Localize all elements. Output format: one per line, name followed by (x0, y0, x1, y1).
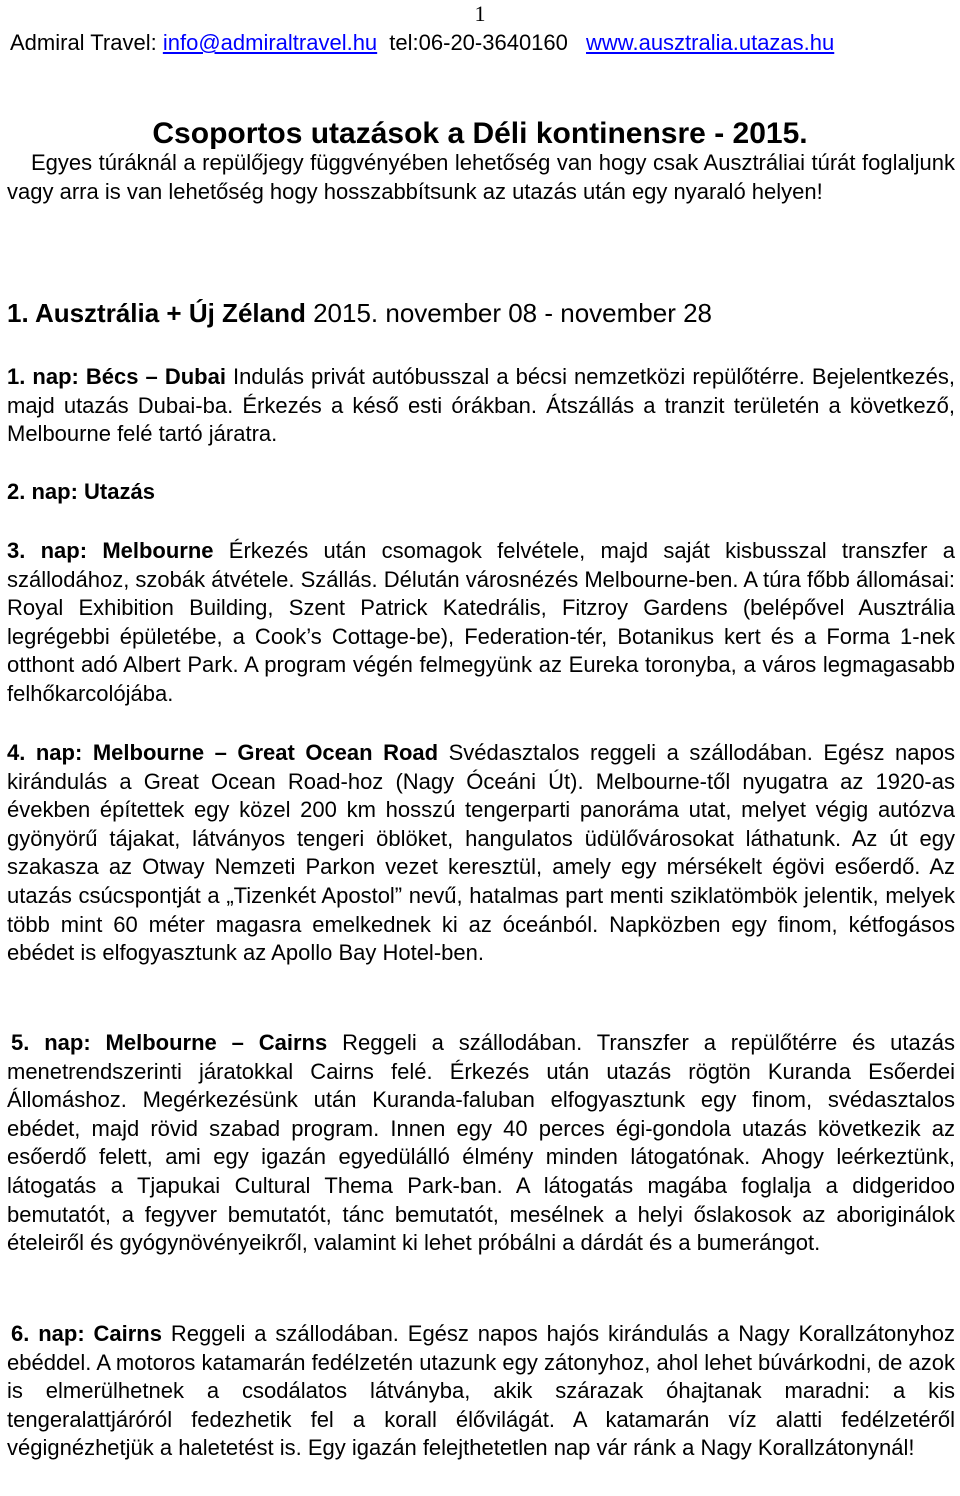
day-1-paragraph (7, 363, 955, 449)
day-heading: 4. nap: Melbourne – Great Ocean Road (7, 740, 439, 765)
day-heading: 6. nap: Cairns (11, 1321, 162, 1346)
intro-paragraph: Egyes túráknál a repülőjegy függvényében lehetőség van hogy csak Ausztráliai túrát foglaljunk vagy arra is van lehetőség hogy hosszabbítsunk az utazás után egy nyaraló helyen! (7, 150, 955, 204)
day-heading: 2. nap: Utazás (7, 479, 155, 504)
day-text: Reggeli a szállodában. Transzfer a repülőtérre és utazás menetrendszerinti járatokkal Cairns felé. Érkezés után utazás rögtön Kuranda Esőerdei Állomáshoz. Megérkezésünk után Kuranda-faluban elfogyasztunk egy finom, svédasztalos ebédet, majd rövid szabad program. Innen egy 40 perces égi-gondola utazás következik az esőerdő felett, ami egy igazán egyedülálló élmény minden látogatónak. Ahogy leérkeztünk, látogatás a Tjapukai Cultural Thema Park-ban. A látogatás magába foglalja a didgeridoo bemutatót, a fegyver bemutatót, tánc bemutatót, mesélnek a helyi őslakosok az aboriginálok ételeiről és gyógynövényeikről, valamint ki lehet próbálni a dárdát és a bumerángot. (7, 1030, 955, 1256)
document-title: Csoportos utazások a Déli kontinensre - 2015. (152, 117, 808, 150)
company-name: Admiral Travel: (10, 30, 157, 55)
day-text: Reggeli a szállodában. Egész napos hajós kirándulás a Nagy Korallzátonyhoz ebéddel. A motoros katamarán fedélzetén utazunk egy zátonyhoz, ahol lehet búvárkodni, de azok is elmerülhetnek a csodálatos látványba, akik szárazak óhajtanak maradni: a kis tengeralattjáróról fedezhetik fel a korall élővilágát. A katamarán víz alatti fedélzetéről végignézhetjük a haletetést is. Egy igazán felejthetetlen nap vár ránk a Nagy Korallzátonynál! (7, 1321, 955, 1461)
trip-title (7, 297, 955, 329)
page-number: 1 (474, 1, 486, 26)
email-link[interactable]: info@admiraltravel.hu (162, 30, 378, 55)
phone-number: tel:06-20-3640160 (389, 30, 568, 55)
day-heading: 1. nap: Bécs – Dubai (7, 364, 226, 389)
website-link[interactable]: www.ausztralia.utazas.hu (586, 30, 835, 55)
day-text: Indulás privát autóbusszal a bécsi nemzetközi repülőtérre. Bejelentkezés, majd utazás Dubai-ba. Érkezés a késő esti órákban. Átszállás a tranzit területén a következő, Melbourne felé tartó járatra. (7, 364, 955, 447)
day-text: Érkezés után csomagok felvétele, majd saját kisbusszal transzfer a szállodához, szobák átvétele. Szállás. Délután városnézés Melbourne-ben. A túra főbb állomásai: Royal Exhibition Building, Szent Patrick Katedrális, Fitzroy Gardens (belépővel Ausztrália legrégebbi épületébe, a Cook’s Cottage-be), Federation-tér, Botanikus kert és a Forma 1-nek otthont adó Albert Park. A program végén felmegyünk az Eureka toronyba, a város legmagasabb felhőkarcolójába. (7, 538, 955, 706)
day-4-paragraph (7, 739, 955, 968)
day-heading: 5. nap: Melbourne – Cairns (11, 1030, 328, 1055)
day-2-paragraph (7, 478, 955, 507)
day-6-paragraph (7, 1320, 955, 1463)
trip-dates: 2015. november 08 - november 28 (305, 298, 712, 328)
day-5-paragraph (7, 1029, 955, 1258)
day-3-paragraph (7, 537, 955, 709)
trip-name: 1. Ausztrália + Új Zéland (7, 298, 306, 328)
day-text: Svédasztalos reggeli a szállodában. Egész napos kirándulás a Great Ocean Road-hoz (Nagy Óceáni Út). Melbourne-től nyugatra az 1920-as években építettek egy közel 200 km hosszú tengerparti panoráma utat, melyet végig autózva gyönyörű tájakat, látványos tengeri öblöket, hangulatos üdülővárosokat láthatunk. Az út egy szakasza az Otway Nemzeti Parkon vezet keresztül, amely egy mérsékelt égövi esőerdő. Az utazás csúcspontját a „Tizenkét Apostol” nevű, hatalmas part menti sziklatömbök jelentik, melyek több mint 60 méter magasra emelkednek ki az óceánból. Napközben egy finom, kétfogásos ebédet is elfogyasztunk az Apollo Bay Hotel-ben. (7, 740, 955, 966)
day-heading: 3. nap: Melbourne (7, 538, 214, 563)
contact-header (10, 30, 955, 56)
